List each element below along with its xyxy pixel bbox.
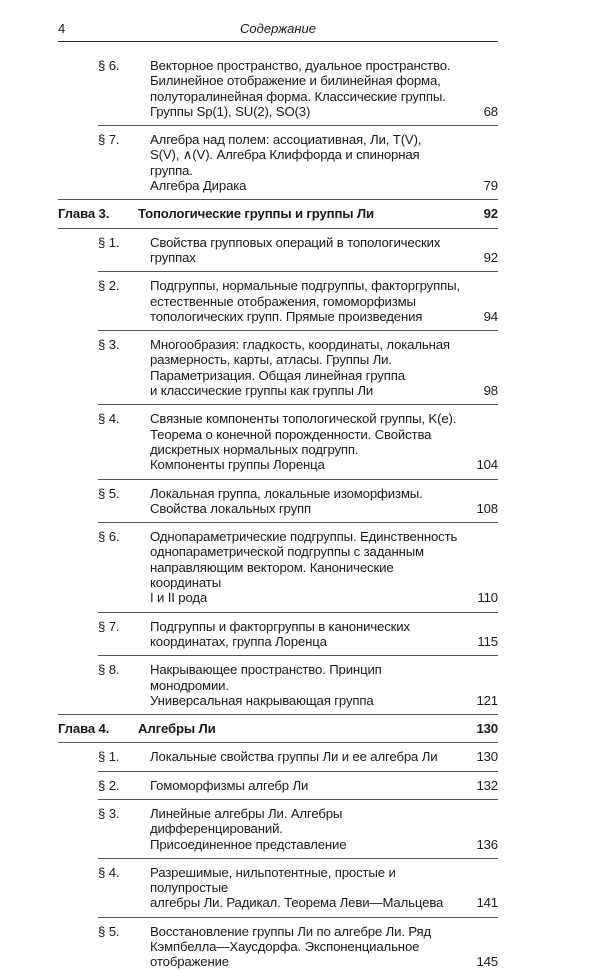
title-line: Алгебра над полем: ассоциативная, Ли, T(V), (150, 132, 422, 148)
section-number: § 1. (98, 234, 120, 250)
entry-divider (98, 917, 498, 918)
title-line: Кэмпбелла—Хаусдорфа. Экспоненциальное отображение (150, 939, 420, 970)
section-entry[interactable] (58, 662, 498, 708)
section-title (150, 749, 464, 764)
title-line: Параметризация. Общая линейная группа (150, 367, 405, 383)
entry-divider (98, 125, 498, 126)
section-title (150, 486, 464, 517)
section-title (150, 337, 464, 398)
title-line: координатах, группа Лоренца (150, 633, 327, 649)
chapter-title (138, 206, 374, 221)
page-reference: 92 (483, 206, 498, 222)
page-reference: 141 (476, 895, 498, 911)
page-reference: 130 (476, 721, 498, 737)
title-line: Топологические группы и группы Ли (138, 206, 374, 222)
section-title (150, 235, 464, 266)
entry-divider (98, 612, 498, 613)
section-number: § 8. (98, 662, 120, 678)
title-line: Свойства групповых операций в топологических группах (150, 234, 441, 265)
entry-divider (98, 858, 498, 859)
section-number: § 6. (98, 529, 120, 545)
section-number: § 5. (98, 485, 120, 501)
section-title (150, 662, 464, 708)
title-line: Универсальная накрывающая группа (150, 692, 374, 708)
chapter-entry[interactable] (58, 721, 498, 736)
entry-divider (98, 271, 498, 272)
title-line: и классические группы как группы Ли (150, 383, 374, 399)
title-line: Компоненты группы Лоренца (150, 457, 325, 473)
running-title: Содержание (240, 20, 316, 36)
page-reference: 68 (483, 103, 498, 119)
section-number: § 7. (98, 132, 120, 148)
page-reference: 145 (476, 954, 498, 970)
section-title (150, 529, 464, 605)
title-line: Восстановление группы Ли по алгебре Ли. Ряд (150, 923, 432, 939)
section-number: § 1. (98, 749, 120, 765)
section-number: § 3. (98, 805, 120, 821)
title-line: S(V), ∧(V). Алгебра Клиффорда и спинорная группа. (150, 147, 420, 178)
section-title (150, 132, 464, 193)
section-entry[interactable] (58, 749, 498, 764)
table-of-contents (58, 58, 498, 970)
section-number: § 3. (98, 337, 120, 353)
title-line: Билинейное отображение и билинейная форма, (150, 73, 441, 89)
page-reference: 132 (476, 777, 498, 793)
section-entry[interactable] (58, 58, 498, 119)
header-rule (58, 41, 498, 42)
title-line: естественные отображения, гомоморфизмы (150, 293, 416, 309)
title-line: Локальная группа, локальные изоморфизмы. (150, 485, 423, 501)
entry-divider (98, 330, 498, 331)
title-line: размерность, карты, атласы. Группы Ли. (150, 352, 392, 368)
title-line: Накрывающее пространство. Принцип монодромии. (150, 662, 382, 693)
page-reference: 130 (476, 749, 498, 765)
section-entry[interactable] (58, 778, 498, 793)
section-entry[interactable] (58, 278, 498, 324)
section-title (150, 865, 464, 911)
section-entry[interactable] (58, 806, 498, 852)
title-line: Линейные алгебры Ли. Алгебры дифференцирований. (150, 805, 343, 837)
running-header (58, 17, 498, 39)
entry-divider (58, 228, 498, 229)
chapter-entry[interactable] (58, 206, 498, 221)
section-entry[interactable] (58, 337, 498, 398)
section-title (150, 806, 464, 852)
page-reference: 92 (483, 249, 498, 265)
title-line: Связные компоненты топологической группы, K(e). (150, 411, 457, 427)
title-line: Гомоморфизмы алгебр Ли (150, 777, 309, 793)
entry-divider (98, 771, 498, 772)
title-line: дискретных нормальных подгрупп. (150, 441, 359, 457)
title-line: Разрешимые, нильпотентные, простые и полупростые (150, 864, 396, 896)
page-reference: 110 (477, 590, 498, 606)
title-line: Многообразия: гладкость, координаты, локальная (150, 337, 450, 353)
title-line: алгебры Ли. Радикал. Теорема Леви—Мальцева (150, 895, 444, 911)
title-line: топологических групп. Прямые произведения (150, 308, 423, 324)
title-line: однопараметрической подгруппы с заданным (150, 544, 424, 560)
title-line: Присоединенное представление (150, 836, 347, 852)
title-line: Подгруппы и факторгруппы в канонических (150, 618, 410, 634)
page-reference: 136 (476, 836, 498, 852)
chapter-number: Глава 4. (58, 721, 110, 737)
title-line: Однопараметрические подгруппы. Единственность (150, 529, 458, 545)
section-entry[interactable] (58, 486, 498, 517)
entry-divider (98, 404, 498, 405)
entry-divider (58, 714, 498, 715)
page-reference: 108 (476, 500, 498, 516)
title-line: Свойства локальных групп (150, 500, 311, 516)
section-title (150, 778, 464, 793)
title-line: Теорема о конечной порожденности. Свойства (150, 426, 432, 442)
title-line: Алгебры Ли (138, 721, 216, 737)
section-number: § 2. (98, 777, 120, 793)
section-entry[interactable] (58, 235, 498, 266)
section-title (150, 619, 464, 650)
page-reference: 121 (476, 692, 498, 708)
title-line: направляющим вектором. Канонические координаты (150, 559, 394, 591)
section-number: § 4. (98, 411, 120, 427)
section-title (150, 411, 464, 472)
title-line: Алгебра Дирака (150, 178, 247, 194)
title-line: Векторное пространство, дуальное пространство. (150, 58, 451, 73)
entry-divider (98, 479, 498, 480)
entry-divider (98, 799, 498, 800)
section-entry[interactable] (58, 619, 498, 650)
chapter-number: Глава 3. (58, 206, 110, 222)
page-reference: 79 (483, 178, 498, 194)
title-line: Группы Sp(1), SU(2), SO(3) (150, 103, 311, 119)
title-line: полуторалинейная форма. Классические группы. (150, 88, 446, 104)
entry-divider (98, 522, 498, 523)
page-reference: 98 (483, 383, 498, 399)
page-reference: 94 (483, 308, 498, 324)
section-entry[interactable] (58, 132, 498, 193)
section-number: § 2. (98, 278, 120, 294)
section-title (150, 924, 464, 970)
title-line: Подгруппы, нормальные подгруппы, факторгруппы, (150, 278, 460, 294)
entry-divider (58, 199, 498, 200)
section-title (150, 58, 464, 119)
section-entry[interactable] (58, 411, 498, 472)
section-number: § 4. (98, 864, 120, 880)
title-line: I и II рода (150, 590, 208, 606)
chapter-title (138, 721, 216, 736)
section-number: § 6. (98, 58, 120, 73)
section-entry[interactable] (58, 865, 498, 911)
page-reference: 115 (477, 633, 498, 649)
section-number: § 5. (98, 923, 120, 939)
section-title (150, 278, 464, 324)
page-reference: 104 (476, 457, 498, 473)
title-line: Локальные свойства группы Ли и ее алгебра Ли (150, 749, 438, 765)
section-entry[interactable] (58, 924, 498, 970)
section-entry[interactable] (58, 529, 498, 605)
entry-divider (58, 742, 498, 743)
section-number: § 7. (98, 618, 120, 634)
entry-divider (98, 655, 498, 656)
page-number: 4 (58, 20, 66, 36)
